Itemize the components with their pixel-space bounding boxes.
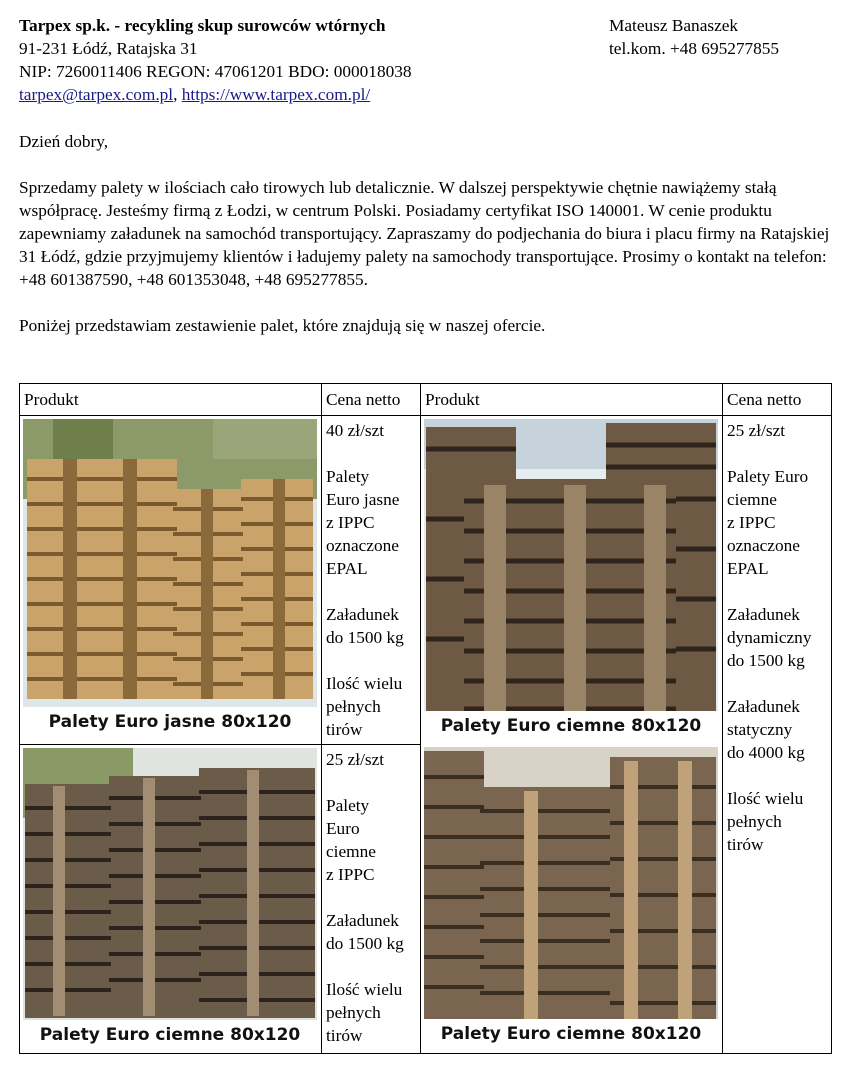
- company-ids: NIP: 7260011406 REGON: 47061201 BDO: 000018038: [19, 62, 412, 81]
- product-price: 40 zł/szt: [326, 421, 385, 440]
- loading-line: Załadunek: [326, 911, 399, 930]
- header-price-2: Cena netto: [723, 384, 832, 416]
- contact-name: Mateusz Banaszek: [609, 16, 739, 35]
- letter-header: [19, 14, 831, 106]
- product-name-line: z IPPC: [326, 865, 375, 884]
- phone-numbers: +48 601387590, +48 601353048, +48 695277855.: [19, 270, 368, 289]
- website-link[interactable]: https://www.tarpex.com.pl/: [181, 85, 371, 104]
- light-pallets-illustration: [23, 419, 317, 737]
- quantity-line: tirów: [727, 835, 764, 854]
- product-price: 25 zł/szt: [727, 421, 786, 440]
- product-caption: Palety Euro ciemne 80x120: [424, 1019, 718, 1049]
- dark-pallets-illustration: [424, 747, 718, 1049]
- quantity-line: pełnych: [727, 812, 782, 831]
- pallets-dark-photo-bottom: [424, 747, 718, 1049]
- table-row: [20, 416, 832, 745]
- product-name-line: ciemne: [727, 490, 777, 509]
- quantity-line: pełnych: [326, 697, 381, 716]
- product-image-cell: [20, 416, 322, 745]
- product-name-line: Palety: [326, 796, 370, 815]
- product-name-line: z IPPC: [326, 513, 375, 532]
- letter: [19, 14, 831, 337]
- contact-block: [609, 14, 779, 60]
- product-caption: Palety Euro ciemne 80x120: [424, 711, 718, 741]
- product-price: 25 zł/szt: [326, 750, 385, 769]
- loading-line: statyczny: [727, 720, 793, 739]
- product-name-line: Palety: [326, 467, 370, 486]
- loading-line: Załadunek: [326, 605, 399, 624]
- product-description: [322, 416, 421, 745]
- loading-line: Załadunek: [727, 605, 800, 624]
- quantity-line: Ilość wielu: [326, 674, 403, 693]
- company-block: [19, 14, 412, 106]
- product-name-line: Euro: [326, 819, 360, 838]
- header-price-1: Cena netto: [322, 384, 421, 416]
- product-name-line: z IPPC: [727, 513, 776, 532]
- loading-line: do 1500 kg: [326, 628, 404, 647]
- dark-pallets-illustration: [424, 419, 718, 741]
- product-caption: Palety Euro ciemne 80x120: [23, 1020, 317, 1050]
- product-name-line: oznaczone: [326, 536, 399, 555]
- product-image-cell: [421, 416, 723, 1054]
- product-name-line: EPAL: [326, 559, 368, 578]
- product-name-line: EPAL: [727, 559, 769, 578]
- table-header-row: [20, 384, 832, 416]
- greeting: Dzień dobry,: [19, 132, 109, 151]
- loading-line: do 1500 kg: [326, 934, 404, 953]
- quantity-line: tirów: [326, 1026, 363, 1045]
- product-description: [723, 416, 832, 1054]
- product-caption: Palety Euro jasne 80x120: [23, 707, 317, 737]
- company-name: Tarpex sp.k. - recykling skup surowców wtórnych: [19, 16, 386, 35]
- loading-line: dynamiczny: [727, 628, 812, 647]
- contact-phone: tel.kom. +48 695277855: [609, 39, 780, 58]
- link-separator: ,: [173, 85, 182, 104]
- company-address: 91-231 Łódź, Ratajska 31: [19, 39, 198, 58]
- loading-line: Załadunek: [727, 697, 800, 716]
- quantity-line: tirów: [326, 720, 363, 739]
- header-product-1: Produkt: [20, 384, 322, 416]
- quantity-line: pełnych: [326, 1003, 381, 1022]
- dark-pallets-illustration: [23, 748, 317, 1050]
- offer-table: [19, 383, 832, 1054]
- intro-paragraph: Sprzedamy palety w ilościach cało tirowych lub detalicznie. W dalszej perspektywie chętnie nawiążemy stałą współpracę. Jesteśmy firmą z Łodzi, w centrum Polski. Posiadamy certyfikat ISO 140001. W cenie produktu zapewniamy załadunek na samochód transportujący. Zapraszamy do podjechania do biura i placu firmy na Ratajskiej 31 Łódź, gdzie przyjmujemy klientów i ładujemy palety na samochody transportujące. Prosimy o kontakt na telefon:: [19, 178, 830, 266]
- pallets-dark-photo-left: [23, 748, 317, 1050]
- product-name-line: oznaczone: [727, 536, 800, 555]
- offer-lead: Poniżej przedstawiam zestawienie palet, które znajdują się w naszej ofercie.: [19, 316, 546, 335]
- product-image-cell: [20, 745, 322, 1054]
- quantity-line: Ilość wielu: [727, 789, 804, 808]
- header-product-2: Produkt: [421, 384, 723, 416]
- loading-line: do 4000 kg: [727, 743, 805, 762]
- product-name-line: Euro jasne: [326, 490, 400, 509]
- company-links: [19, 83, 412, 106]
- product-name-line: ciemne: [326, 842, 376, 861]
- pallets-dark-photo-top: [424, 419, 718, 741]
- email-link[interactable]: tarpex@tarpex.com.pl: [19, 85, 174, 104]
- quantity-line: Ilość wielu: [326, 980, 403, 999]
- product-description: [322, 745, 421, 1054]
- product-name-line: Palety Euro: [727, 467, 809, 486]
- pallets-light-photo: [23, 419, 317, 737]
- loading-line: do 1500 kg: [727, 651, 805, 670]
